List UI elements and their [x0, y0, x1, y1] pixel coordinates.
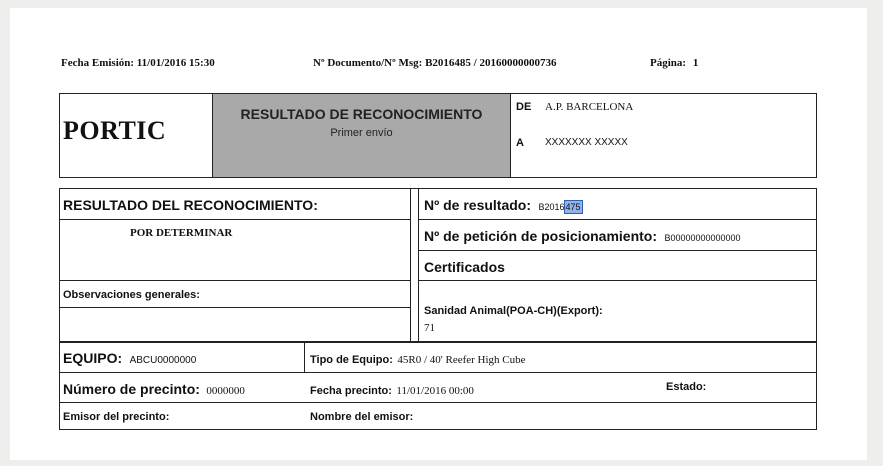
equipo-label: EQUIPO:: [63, 350, 123, 366]
result-row-line: [59, 280, 411, 281]
result-divider: [410, 188, 411, 342]
fecha-precinto-label: Fecha precinto:: [310, 385, 392, 397]
tipo-equipo: [310, 350, 526, 368]
tipo-equipo-label: Tipo de Equipo:: [310, 354, 393, 366]
nombre-emisor-label: Nombre del emisor:: [310, 411, 414, 423]
fecha-precinto: [310, 381, 474, 399]
peticion-posicionamiento: [424, 228, 741, 246]
result-value: POR DETERMINAR: [130, 227, 233, 239]
banner-subtitle: Primer envío: [330, 127, 393, 139]
text-selection[interactable]: 475: [565, 202, 581, 212]
peticion-label: Nº de petición de posicionamiento:: [424, 228, 658, 244]
numero-precinto: [63, 381, 245, 399]
equipo-row-line: [59, 372, 817, 373]
page-number-label: Página:: [650, 57, 687, 69]
portic-logo: PORTIC: [63, 116, 167, 145]
tipo-equipo-value: 45R0 / 40' Reefer High Cube: [397, 354, 526, 366]
sanidad-label: Sanidad Animal(POA-CH)(Export):: [424, 305, 603, 317]
result-row-line: [59, 219, 411, 220]
result-row-line: [59, 307, 411, 308]
result-row-line: [418, 219, 817, 220]
equipo: [63, 350, 196, 368]
numero-precinto-label: Número de precinto:: [63, 381, 200, 397]
numero-resultado: [424, 197, 582, 215]
sanidad-value: 71: [424, 322, 435, 334]
fecha-precinto-value: 11/01/2016 00:00: [396, 385, 474, 397]
document-number: [313, 57, 556, 69]
page-number: [650, 57, 698, 69]
equipo-divider: [304, 342, 305, 372]
result-heading: RESULTADO DEL RECONOCIMIENTO:: [63, 197, 318, 213]
result-divider-2: [418, 188, 419, 342]
numero-precinto-value: 0000000: [206, 385, 245, 397]
result-row-line: [418, 250, 817, 251]
a-label: A: [516, 137, 524, 149]
page-number-value: 1: [692, 57, 699, 69]
numero-resultado-value: [538, 202, 581, 212]
banner-title: RESULTADO DE RECONOCIMIENTO: [240, 106, 483, 122]
document-number-value: B2016485 / 20160000000736: [425, 57, 557, 69]
result-row-line: [418, 280, 817, 281]
a-value: XXXXXXX XXXXX: [545, 137, 628, 148]
document-number-label: Nº Documento/Nº Msg:: [313, 57, 423, 69]
de-label: DE: [516, 101, 532, 113]
estado-label: Estado:: [666, 381, 707, 393]
numero-resultado-label: Nº de resultado:: [424, 197, 532, 213]
fecha-emision-label: Fecha Emisión:: [61, 57, 135, 69]
numero-resultado-prefix: B2016: [538, 202, 565, 212]
observaciones-label: Observaciones generales:: [63, 289, 200, 301]
emisor-precinto-label: Emisor del precinto:: [63, 411, 170, 423]
equipo-value: ABCU0000000: [129, 355, 197, 366]
fecha-emision-value: 11/01/2016 15:30: [136, 57, 215, 69]
de-value: A.P. BARCELONA: [545, 101, 634, 113]
equipo-row-line: [59, 402, 817, 403]
fecha-emision: [61, 57, 215, 69]
peticion-value: B00000000000000: [664, 233, 741, 243]
certificados-heading: Certificados: [424, 259, 505, 275]
